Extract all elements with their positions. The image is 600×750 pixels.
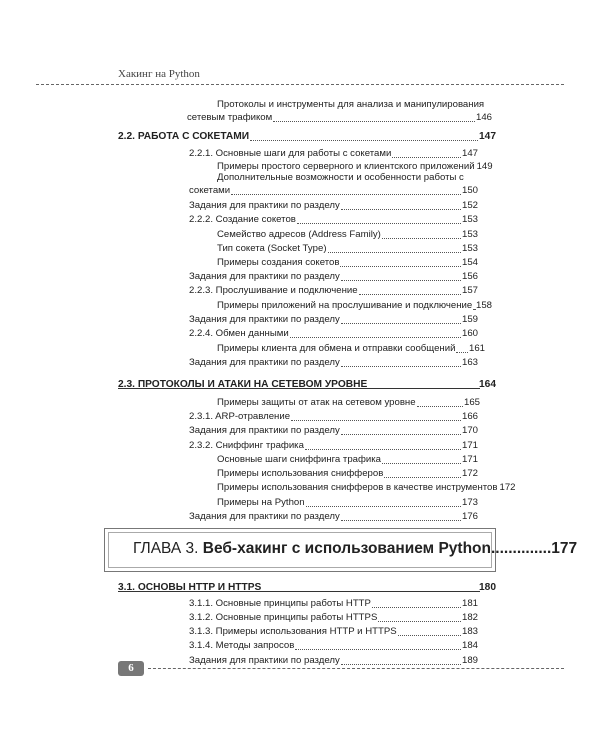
toc-entry[interactable] bbox=[189, 612, 478, 624]
dot-leader bbox=[297, 223, 461, 224]
toc-entry[interactable] bbox=[189, 314, 478, 326]
toc-entry-title: Задания для практики по разделу bbox=[189, 425, 340, 436]
toc-entry[interactable] bbox=[189, 328, 478, 340]
toc-page-number: 183 bbox=[461, 626, 478, 637]
toc-page-number: 153 bbox=[461, 214, 478, 225]
toc-entry[interactable] bbox=[189, 598, 478, 610]
toc-section-entry[interactable] bbox=[118, 379, 496, 391]
dot-leader bbox=[341, 280, 461, 281]
toc-entry[interactable] bbox=[189, 440, 478, 452]
header-divider bbox=[36, 84, 564, 85]
toc-entry-line1: Протоколы и инструменты для анализа и манипулирования bbox=[217, 99, 485, 110]
toc-entry[interactable] bbox=[187, 112, 492, 124]
toc-page-number: 153 bbox=[461, 229, 478, 240]
chapter-dots: .............. bbox=[490, 540, 552, 557]
toc-page-number: 152 bbox=[461, 200, 478, 211]
toc-entry-title: 3.1.4. Методы запросов bbox=[189, 640, 295, 651]
toc-entry-title: Примеры создания сокетов bbox=[217, 257, 340, 268]
toc-page-number: 165 bbox=[463, 397, 480, 408]
toc-page-number: 146 bbox=[475, 112, 492, 123]
toc-page-number: 166 bbox=[461, 411, 478, 422]
toc-page-number: 153 bbox=[461, 243, 478, 254]
toc-page-number: 180 bbox=[479, 582, 496, 593]
dot-leader bbox=[295, 649, 461, 650]
toc-entry-title: 2.3. ПРОТОКОЛЫ И АТАКИ НА СЕТЕВОМ УРОВНЕ bbox=[118, 379, 368, 390]
toc-entry-title: 2.3.1. ARP-отравление bbox=[189, 411, 291, 422]
dot-leader bbox=[456, 352, 468, 353]
toc-entry[interactable] bbox=[189, 214, 478, 226]
toc-page-number: 176 bbox=[461, 511, 478, 522]
toc-entry-title: 3.1.1. Основные принципы работы HTTP bbox=[189, 598, 371, 609]
dot-leader bbox=[341, 323, 461, 324]
dot-leader bbox=[305, 449, 461, 450]
toc-page-number: 154 bbox=[461, 257, 478, 268]
toc-entry-title: Задания для практики по разделу bbox=[189, 655, 340, 666]
dot-leader bbox=[328, 252, 461, 253]
toc-page-number: 149 bbox=[476, 161, 493, 172]
dot-leader bbox=[417, 406, 463, 407]
dot-leader bbox=[290, 337, 461, 338]
toc-entry[interactable] bbox=[217, 300, 492, 312]
dot-leader bbox=[392, 157, 461, 158]
toc-page-number: 189 bbox=[461, 655, 478, 666]
toc-entry[interactable] bbox=[189, 185, 478, 197]
toc-entry-title: сетевым трафиком bbox=[187, 112, 273, 123]
running-header: Хакинг на Python bbox=[118, 68, 200, 80]
dot-leader bbox=[273, 121, 475, 122]
toc-entry-title: Примеры простого серверного и клиентского приложений bbox=[217, 161, 475, 172]
toc-page-number: 171 bbox=[461, 440, 478, 451]
toc-entry-title: Задания для практики по разделу bbox=[189, 271, 340, 282]
toc-entry-title: Основные шаги сниффинга трафика bbox=[217, 454, 381, 465]
toc-entry-title: Примеры защиты от атак на сетевом уровне bbox=[217, 397, 416, 408]
toc-entry-title: 3.1.3. Примеры использования HTTP и HTTPS bbox=[189, 626, 397, 637]
footer-divider bbox=[148, 668, 564, 669]
toc-entry-title: Семейство адресов (Address Family) bbox=[217, 229, 381, 240]
toc-entry[interactable] bbox=[189, 285, 478, 297]
dot-leader bbox=[378, 621, 461, 622]
toc-page-number: 156 bbox=[461, 271, 478, 282]
toc-entry[interactable] bbox=[217, 243, 478, 255]
toc-entry[interactable] bbox=[217, 454, 478, 466]
toc-page-number: 163 bbox=[461, 357, 478, 368]
toc-entry-title: сокетами bbox=[189, 185, 231, 196]
dot-leader bbox=[359, 294, 461, 295]
toc-page-number: 147 bbox=[461, 148, 478, 159]
toc-page-number: 160 bbox=[461, 328, 478, 339]
toc-entry-title: Примеры использования снифферов bbox=[217, 468, 384, 479]
toc-page-number: 158 bbox=[475, 300, 492, 311]
toc-page-number: 157 bbox=[461, 285, 478, 296]
toc-page-number: 181 bbox=[461, 598, 478, 609]
toc-page-number: 170 bbox=[461, 425, 478, 436]
section-rule bbox=[118, 591, 480, 592]
dot-leader bbox=[382, 463, 461, 464]
toc-entry[interactable] bbox=[217, 229, 478, 241]
chapter-label: ГЛАВА 3. bbox=[133, 540, 199, 557]
dot-leader bbox=[384, 477, 461, 478]
toc-section-entry[interactable] bbox=[118, 131, 496, 143]
toc-entry-title: Примеры использования снифферов в качестве инструментов bbox=[217, 482, 498, 493]
toc-page-number: 173 bbox=[461, 497, 478, 508]
dot-leader bbox=[306, 506, 461, 507]
dot-leader bbox=[231, 194, 461, 195]
toc-entry[interactable] bbox=[189, 640, 478, 652]
dot-leader bbox=[473, 309, 475, 310]
toc-entry-title: Тип сокета (Socket Type) bbox=[217, 243, 327, 254]
toc-entry[interactable] bbox=[189, 511, 478, 523]
toc-entry-title: 2.2.3. Прослушивание и подключение bbox=[189, 285, 358, 296]
toc-entry[interactable] bbox=[189, 655, 478, 667]
toc-page-number: 172 bbox=[499, 482, 516, 493]
toc-entry-title: 2.2.1. Основные шаги для работы с сокетами bbox=[189, 148, 392, 159]
toc-entry-title: 2.2.2. Создание сокетов bbox=[189, 214, 296, 225]
toc-entry[interactable] bbox=[189, 626, 478, 638]
toc-entry[interactable] bbox=[189, 148, 478, 160]
toc-entry[interactable] bbox=[217, 343, 485, 355]
toc-entry[interactable] bbox=[217, 397, 480, 409]
toc-entry[interactable] bbox=[189, 200, 478, 212]
toc-entry[interactable] bbox=[189, 271, 478, 283]
toc-entry[interactable] bbox=[189, 425, 478, 437]
toc-entry-title: Задания для практики по разделу bbox=[189, 314, 340, 325]
dot-leader bbox=[250, 140, 478, 141]
toc-entry-title: 2.2.4. Обмен данными bbox=[189, 328, 289, 339]
dot-leader bbox=[372, 607, 461, 608]
dot-leader bbox=[340, 266, 461, 267]
toc-entry[interactable] bbox=[189, 357, 478, 369]
toc-page-number: 184 bbox=[461, 640, 478, 651]
toc-entry-title: Задания для практики по разделу bbox=[189, 200, 340, 211]
toc-page-number: 171 bbox=[461, 454, 478, 465]
dot-leader bbox=[291, 420, 461, 421]
toc-entry[interactable] bbox=[217, 497, 478, 509]
toc-page-number: 161 bbox=[468, 343, 485, 354]
chapter-page: 177 bbox=[551, 540, 578, 557]
toc-entry-title: Задания для практики по разделу bbox=[189, 511, 340, 522]
toc-entry-line1: Дополнительные возможности и особенности работы с bbox=[217, 172, 464, 183]
toc-entry-title: Задания для практики по разделу bbox=[189, 357, 340, 368]
toc-entry[interactable] bbox=[217, 468, 478, 480]
toc-entry[interactable] bbox=[217, 482, 516, 494]
dot-leader bbox=[341, 209, 461, 210]
toc-page-number: 182 bbox=[461, 612, 478, 623]
toc-section-entry[interactable] bbox=[118, 582, 496, 594]
dot-leader bbox=[398, 635, 461, 636]
page-number-badge: 6 bbox=[118, 661, 144, 676]
chapter-title: Веб-хакинг с использованием Python bbox=[202, 540, 491, 557]
dot-leader bbox=[341, 366, 461, 367]
toc-entry-title: 3.1. ОСНОВЫ HTTP И HTTPS bbox=[118, 582, 262, 593]
toc-entry-title: Примеры клиента для обмена и отправки сообщений bbox=[217, 343, 456, 354]
toc-entry[interactable] bbox=[189, 411, 478, 423]
toc-entry-title: 2.2. РАБОТА С СОКЕТАМИ bbox=[118, 131, 250, 142]
toc-page-number: 150 bbox=[461, 185, 478, 196]
toc-page-number: 172 bbox=[461, 468, 478, 479]
section-rule bbox=[118, 388, 480, 389]
toc-entry-title: 2.3.2. Сниффинг трафика bbox=[189, 440, 304, 451]
dot-leader bbox=[341, 520, 461, 521]
dot-leader bbox=[341, 664, 461, 665]
toc-entry[interactable] bbox=[217, 257, 478, 269]
toc-page-number: 147 bbox=[479, 131, 496, 142]
chapter-heading bbox=[133, 540, 577, 558]
chapter-heading-box bbox=[104, 528, 578, 572]
dot-leader bbox=[382, 238, 461, 239]
toc-page-number: 164 bbox=[479, 379, 496, 390]
toc-entry-title: Примеры приложений на прослушивание и подключение bbox=[217, 300, 473, 311]
dot-leader bbox=[341, 434, 461, 435]
toc-entry-title: 3.1.2. Основные принципы работы HTTPS bbox=[189, 612, 378, 623]
toc-page-number: 159 bbox=[461, 314, 478, 325]
toc-entry-title: Примеры на Python bbox=[217, 497, 305, 508]
